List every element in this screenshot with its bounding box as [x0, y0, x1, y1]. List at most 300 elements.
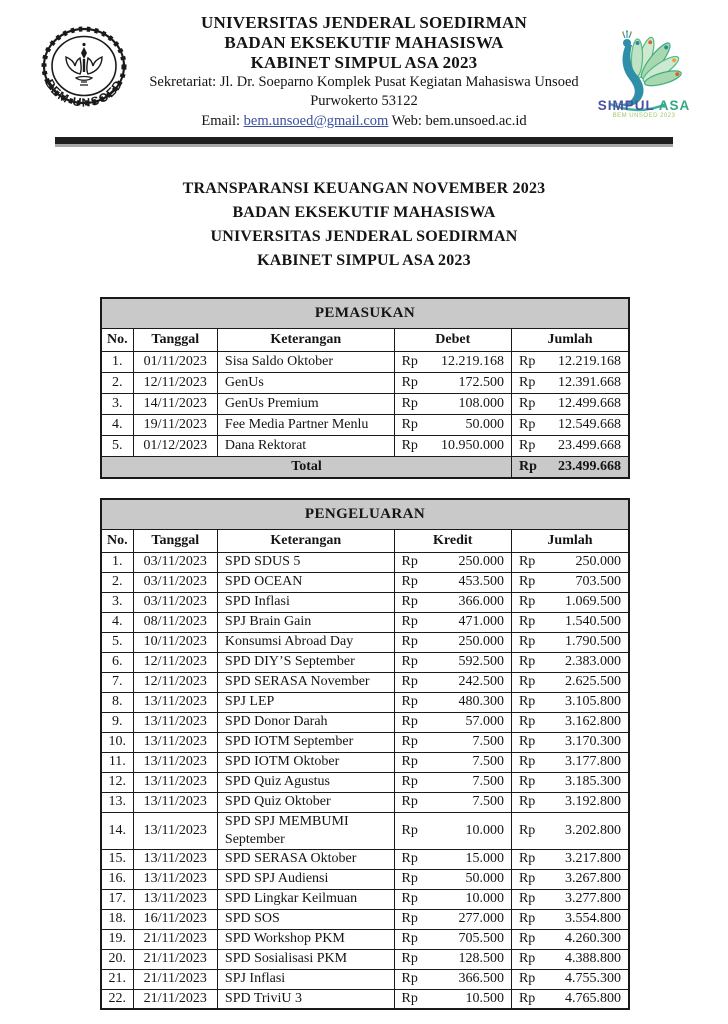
cell-jumlah: [511, 752, 629, 772]
table-row: [101, 989, 629, 1009]
cell-kredit-money: [395, 554, 511, 570]
cell-kredit-money: [395, 823, 511, 839]
cell-kredit-money: [395, 654, 511, 670]
cell-keterangan: SPD Sosialisasi PKM: [217, 949, 394, 969]
currency-label: Rp: [518, 911, 536, 926]
table-row: [101, 612, 629, 632]
cell-jumlah-money: [512, 694, 628, 710]
cell-kredit-value: 7.500: [472, 734, 504, 749]
cell-jumlah-money: [512, 754, 628, 770]
cell-jumlah: [511, 632, 629, 652]
table-row: [101, 351, 629, 372]
table-row: [101, 812, 629, 849]
table-row: [101, 552, 629, 572]
cell-keterangan: GenUs Premium: [217, 393, 394, 414]
column-header-no: No.: [101, 529, 133, 552]
cell-jumlah: [511, 969, 629, 989]
cell-kredit-money: [395, 851, 511, 867]
cell-kredit: [394, 909, 511, 929]
expense-band-row: [101, 499, 629, 529]
expense-column-header-row: [101, 529, 629, 552]
cell-keterangan: SPD Lingkar Keilmuan: [217, 889, 394, 909]
cell-kredit-value: 10.500: [465, 990, 504, 1006]
cell-jumlah: [511, 889, 629, 909]
currency-label: Rp: [401, 554, 418, 569]
cell-kredit: [394, 889, 511, 909]
cell-jumlah: [512, 435, 629, 456]
cell-keterangan: SPD DIY’S September: [217, 652, 394, 672]
cell-jumlah: [511, 849, 629, 869]
cell-tanggal: 14/11/2023: [133, 393, 217, 414]
currency-label: Rp: [401, 822, 418, 838]
cell-kredit: [394, 869, 511, 889]
cell-kredit: [394, 552, 511, 572]
cell-debet-value: 10.950.000: [441, 437, 505, 453]
cell-jumlah: [511, 929, 629, 949]
table-row: [101, 792, 629, 812]
table-row: [101, 572, 629, 592]
cell-no: 21.: [101, 969, 133, 989]
cell-keterangan: SPD SERASA November: [217, 672, 394, 692]
cell-kredit-value: 453.500: [458, 574, 504, 589]
table-row: [101, 929, 629, 949]
table-row: [101, 414, 629, 435]
cell-jumlah: [511, 572, 629, 592]
currency-label: Rp: [519, 353, 536, 369]
cell-debet-value: 12.219.168: [441, 353, 505, 369]
cell-kredit: [394, 792, 511, 812]
cell-keterangan: Konsumsi Abroad Day: [217, 632, 394, 652]
cell-keterangan: SPJ Brain Gain: [217, 612, 394, 632]
cell-no: 22.: [101, 989, 133, 1009]
doc-title-line4: KABINET SIMPUL ASA 2023: [257, 252, 471, 269]
table-row: [101, 692, 629, 712]
cell-jumlah: [511, 692, 629, 712]
table-row: [101, 849, 629, 869]
cell-keterangan: SPD OCEAN: [217, 572, 394, 592]
currency-label: Rp: [401, 614, 418, 629]
cell-no: 17.: [101, 889, 133, 909]
cell-kredit-money: [395, 714, 511, 730]
cell-keterangan: Fee Media Partner Menlu: [217, 414, 394, 435]
cell-kredit-money: [395, 594, 511, 610]
cell-jumlah-value: 3.554.800: [565, 911, 621, 926]
cell-kredit-value: 50.000: [465, 871, 504, 886]
cell-jumlah-value: 4.388.800: [565, 951, 621, 966]
cell-no: 4.: [101, 414, 133, 435]
cell-kredit: [394, 969, 511, 989]
table-row: [101, 909, 629, 929]
cell-jumlah-value: 3.170.300: [565, 734, 621, 749]
currency-label: Rp: [518, 822, 536, 838]
cell-kredit-value: 250.000: [458, 634, 504, 649]
cell-jumlah: [511, 792, 629, 812]
cell-keterangan: SPD Donor Darah: [217, 712, 394, 732]
cell-jumlah-money: [512, 871, 628, 887]
expense-table-title: PENGELUARAN: [101, 499, 629, 529]
cell-no: 9.: [101, 712, 133, 732]
cell-keterangan: Sisa Saldo Oktober: [217, 351, 394, 372]
cell-tanggal: 13/11/2023: [133, 752, 217, 772]
column-header-no: No.: [101, 328, 133, 351]
currency-label: Rp: [401, 971, 418, 986]
cell-keterangan: SPD Quiz Oktober: [217, 792, 394, 812]
currency-label: Rp: [401, 714, 418, 729]
cell-debet-money: [395, 417, 511, 433]
currency-label: Rp: [518, 614, 536, 629]
cell-jumlah-value: 12.391.668: [558, 374, 621, 390]
cell-no: 10.: [101, 732, 133, 752]
cell-no: 18.: [101, 909, 133, 929]
cell-jumlah-value: 3.177.800: [565, 754, 621, 769]
cell-no: 11.: [101, 752, 133, 772]
column-header-jumlah: Jumlah: [512, 328, 629, 351]
cell-keterangan: SPD Inflasi: [217, 592, 394, 612]
cell-keterangan: SPD Quiz Agustus: [217, 772, 394, 792]
cell-tanggal: 12/11/2023: [133, 372, 217, 393]
table-row: [101, 969, 629, 989]
cell-kredit-value: 705.500: [458, 931, 504, 946]
cell-debet-money: [395, 438, 511, 454]
cell-kredit-money: [395, 694, 511, 710]
cell-kredit: [394, 752, 511, 772]
currency-label: Rp: [401, 951, 418, 966]
currency-label: Rp: [401, 634, 418, 649]
cell-kredit-value: 10.000: [465, 891, 504, 906]
cell-kredit: [394, 712, 511, 732]
income-band-row: [101, 298, 629, 328]
cell-keterangan: Dana Rektorat: [217, 435, 394, 456]
cell-keterangan: SPD SDUS 5: [217, 552, 394, 572]
cell-tanggal: 01/11/2023: [133, 351, 217, 372]
cell-jumlah-value: 1.790.500: [565, 634, 621, 649]
cell-keterangan: SPD Workshop PKM: [217, 929, 394, 949]
cell-tanggal: 13/11/2023: [133, 849, 217, 869]
cell-no: 6.: [101, 652, 133, 672]
cell-debet-money: [395, 375, 511, 391]
bem-unsoed-seal-icon: [38, 26, 130, 122]
cell-kredit-money: [395, 871, 511, 887]
cell-tanggal: 12/11/2023: [133, 652, 217, 672]
cell-kredit: [394, 929, 511, 949]
cell-kredit-money: [395, 614, 511, 630]
cell-jumlah: [512, 351, 629, 372]
currency-label: Rp: [401, 437, 418, 453]
currency-label: Rp: [518, 714, 536, 729]
doc-title-line1: TRANSPARANSI KEUANGAN NOVEMBER 2023: [182, 180, 546, 197]
cell-no: 4.: [101, 612, 133, 632]
cell-jumlah: [511, 592, 629, 612]
cell-jumlah: [511, 712, 629, 732]
income-total-cell: [512, 456, 629, 478]
cell-tanggal: 21/11/2023: [133, 929, 217, 949]
letterhead-text: [134, 13, 594, 131]
cell-jumlah: [511, 672, 629, 692]
cell-kredit-value: 277.000: [458, 911, 504, 926]
cell-kredit-value: 366.500: [458, 971, 504, 986]
cell-jumlah-value: 12.499.668: [558, 395, 621, 411]
income-total-label: Total: [101, 456, 512, 478]
table-row: [101, 372, 629, 393]
logo-word-simpul: SIMPUL: [597, 98, 655, 113]
currency-label: Rp: [518, 990, 536, 1006]
expense-table-body: [101, 552, 629, 1009]
cell-jumlah-value: 3.267.800: [565, 871, 621, 886]
cell-keterangan: SPD SPJ MEMBUMI September: [217, 812, 394, 849]
income-total-money: [512, 459, 628, 475]
cell-kredit-value: 15.000: [465, 851, 504, 866]
cell-debet-value: 108.000: [458, 395, 505, 411]
cell-kredit-value: 242.500: [458, 674, 504, 689]
cell-tanggal: 13/11/2023: [133, 812, 217, 849]
cell-kredit-money: [395, 891, 511, 907]
cell-tanggal: 21/11/2023: [133, 949, 217, 969]
cell-kredit: [394, 692, 511, 712]
cell-jumlah-value: 12.219.168: [558, 353, 621, 369]
cell-jumlah-money: [512, 634, 628, 650]
table-row: [101, 672, 629, 692]
currency-label: Rp: [401, 734, 418, 749]
currency-label: Rp: [401, 754, 418, 769]
cell-jumlah-value: 3.162.800: [565, 714, 621, 729]
currency-label: Rp: [519, 458, 537, 474]
cell-no: 12.: [101, 772, 133, 792]
currency-label: Rp: [401, 794, 418, 809]
cell-kredit: [394, 772, 511, 792]
web-address: bem.unsoed.ac.id: [425, 113, 527, 129]
cell-jumlah-money: [512, 774, 628, 790]
cell-tanggal: 13/11/2023: [133, 692, 217, 712]
cell-jumlah-value: 2.625.500: [565, 674, 621, 689]
letterhead: [0, 13, 728, 131]
cell-kredit-value: 7.500: [472, 774, 504, 789]
cell-kredit-money: [395, 574, 511, 590]
cell-jumlah-money: [512, 951, 628, 967]
currency-label: Rp: [401, 774, 418, 789]
cell-kredit-value: 128.500: [458, 951, 504, 966]
cell-tanggal: 12/11/2023: [133, 672, 217, 692]
cell-debet: [394, 393, 511, 414]
cell-jumlah: [511, 552, 629, 572]
cell-keterangan: SPD SERASA Oktober: [217, 849, 394, 869]
cell-jumlah-money: [512, 714, 628, 730]
cell-jumlah-money: [512, 734, 628, 750]
cell-kredit-value: 480.300: [458, 694, 504, 709]
cell-kredit-value: 7.500: [472, 754, 504, 769]
table-row: [101, 949, 629, 969]
currency-label: Rp: [401, 891, 418, 906]
cell-jumlah-value: 3.277.800: [565, 891, 621, 906]
cell-kredit-money: [395, 951, 511, 967]
cell-jumlah-value: 3.185.300: [565, 774, 621, 789]
income-table-section: [100, 297, 630, 479]
cell-tanggal: 03/11/2023: [133, 552, 217, 572]
cell-tanggal: 16/11/2023: [133, 909, 217, 929]
currency-label: Rp: [518, 694, 536, 709]
currency-label: Rp: [518, 754, 536, 769]
cell-jumlah-money: [512, 396, 628, 412]
cell-kredit-money: [395, 634, 511, 650]
org-name-line3: KABINET SIMPUL ASA 2023: [250, 53, 478, 72]
email-label: Email:: [201, 113, 244, 129]
doc-title-line3: UNIVERSITAS JENDERAL SOEDIRMAN: [210, 228, 518, 245]
currency-label: Rp: [401, 353, 418, 369]
doc-title-line2: BADAN EKSEKUTIF MAHASISWA: [232, 204, 496, 221]
currency-label: Rp: [518, 891, 536, 906]
cell-kredit: [394, 849, 511, 869]
cell-keterangan: SPD IOTM September: [217, 732, 394, 752]
cell-no: 7.: [101, 672, 133, 692]
cell-no: 20.: [101, 949, 133, 969]
cell-no: 3.: [101, 393, 133, 414]
cell-debet: [394, 414, 511, 435]
currency-label: Rp: [401, 911, 418, 926]
cell-jumlah-money: [512, 354, 628, 370]
cell-no: 15.: [101, 849, 133, 869]
income-total-value: 23.499.668: [558, 458, 621, 474]
currency-label: Rp: [401, 654, 418, 669]
cell-tanggal: 21/11/2023: [133, 989, 217, 1009]
currency-label: Rp: [518, 674, 536, 689]
cell-jumlah-value: 3.217.800: [565, 851, 621, 866]
contact-line: [134, 112, 594, 131]
cell-jumlah-money: [512, 554, 628, 570]
cell-kredit-money: [395, 911, 511, 927]
cell-kredit-value: 7.500: [472, 794, 504, 809]
cell-tanggal: 13/11/2023: [133, 712, 217, 732]
cell-tanggal: 21/11/2023: [133, 969, 217, 989]
cell-jumlah: [511, 989, 629, 1009]
column-header-tanggal: Tanggal: [133, 328, 217, 351]
currency-label: Rp: [401, 674, 418, 689]
cell-jumlah: [511, 869, 629, 889]
cell-tanggal: 13/11/2023: [133, 792, 217, 812]
cell-tanggal: 10/11/2023: [133, 632, 217, 652]
cell-debet-value: 50.000: [465, 416, 505, 432]
cell-jumlah-money: [512, 614, 628, 630]
expense-table: [100, 498, 630, 1010]
cell-kredit-value: 57.000: [465, 714, 504, 729]
cell-debet: [394, 372, 511, 393]
column-header-jumlah: Jumlah: [511, 529, 629, 552]
cell-kredit-money: [395, 754, 511, 770]
cell-no: 3.: [101, 592, 133, 612]
currency-label: Rp: [518, 594, 536, 609]
cell-tanggal: 03/11/2023: [133, 572, 217, 592]
table-row: [101, 712, 629, 732]
cell-kredit: [394, 572, 511, 592]
cell-jumlah: [512, 393, 629, 414]
currency-label: Rp: [518, 574, 536, 589]
column-header-kredit: Kredit: [394, 529, 511, 552]
cell-tanggal: 19/11/2023: [133, 414, 217, 435]
cell-jumlah-value: 3.192.800: [565, 794, 621, 809]
cell-kredit: [394, 949, 511, 969]
cell-jumlah-money: [512, 823, 628, 839]
cell-no: 2.: [101, 372, 133, 393]
cell-jumlah-money: [512, 674, 628, 690]
cell-no: 1.: [101, 552, 133, 572]
currency-label: Rp: [401, 594, 418, 609]
currency-label: Rp: [401, 694, 418, 709]
cell-kredit: [394, 612, 511, 632]
cell-tanggal: 01/12/2023: [133, 435, 217, 456]
cell-kredit: [394, 812, 511, 849]
cell-debet: [394, 351, 511, 372]
email-link[interactable]: bem.unsoed@gmail.com: [243, 113, 389, 129]
cell-tanggal: 13/11/2023: [133, 869, 217, 889]
right-logo-box: [594, 13, 694, 122]
cell-jumlah: [511, 812, 629, 849]
cell-jumlah-money: [512, 375, 628, 391]
cell-kredit-money: [395, 674, 511, 690]
currency-label: Rp: [401, 931, 418, 946]
currency-label: Rp: [518, 871, 536, 886]
cell-keterangan: SPD SOS: [217, 909, 394, 929]
cell-jumlah-value: 12.549.668: [558, 416, 621, 432]
currency-label: Rp: [401, 416, 418, 432]
cell-jumlah-money: [512, 971, 628, 987]
cell-kredit: [394, 652, 511, 672]
cell-debet: [394, 435, 511, 456]
currency-label: Rp: [518, 794, 536, 809]
table-row: [101, 592, 629, 612]
currency-label: Rp: [401, 851, 418, 866]
column-header-keterangan: Keterangan: [217, 529, 394, 552]
currency-label: Rp: [401, 395, 418, 411]
cell-kredit-money: [395, 991, 511, 1007]
currency-label: Rp: [401, 374, 418, 390]
svg-text:SIMPUL ASA: [598, 98, 691, 113]
column-header-keterangan: Keterangan: [217, 328, 394, 351]
cell-keterangan: GenUs: [217, 372, 394, 393]
cell-no: 5.: [101, 435, 133, 456]
cell-jumlah-money: [512, 931, 628, 947]
column-header-debet: Debet: [394, 328, 511, 351]
cell-tanggal: 08/11/2023: [133, 612, 217, 632]
income-total-row: [101, 456, 629, 478]
address-line2: Purwokerto 53122: [310, 93, 418, 109]
currency-label: Rp: [518, 654, 536, 669]
table-row: [101, 435, 629, 456]
income-table-title: PEMASUKAN: [101, 298, 629, 328]
cell-jumlah: [512, 414, 629, 435]
cell-jumlah: [512, 372, 629, 393]
cell-jumlah: [511, 612, 629, 632]
cell-jumlah-money: [512, 911, 628, 927]
currency-label: Rp: [518, 951, 536, 966]
cell-jumlah-money: [512, 594, 628, 610]
header-divider: [55, 137, 673, 144]
cell-jumlah-value: 3.202.800: [565, 822, 621, 838]
cell-keterangan: SPD SPJ Audiensi: [217, 869, 394, 889]
currency-label: Rp: [518, 971, 536, 986]
address-line1: Sekretariat: Jl. Dr. Soeparno Komplek Pusat Kegiatan Mahasiswa Unsoed: [149, 74, 579, 90]
cell-kredit: [394, 672, 511, 692]
cell-jumlah-money: [512, 991, 628, 1007]
web-label: Web:: [388, 113, 426, 129]
cell-debet-money: [395, 354, 511, 370]
cell-kredit-money: [395, 774, 511, 790]
table-row: [101, 732, 629, 752]
left-logo-box: [34, 13, 134, 122]
currency-label: Rp: [519, 437, 536, 453]
currency-label: Rp: [518, 851, 536, 866]
cell-jumlah-value: 23.499.668: [558, 437, 621, 453]
currency-label: Rp: [519, 374, 536, 390]
cell-jumlah-money: [512, 794, 628, 810]
cell-kredit-value: 471.000: [458, 614, 504, 629]
